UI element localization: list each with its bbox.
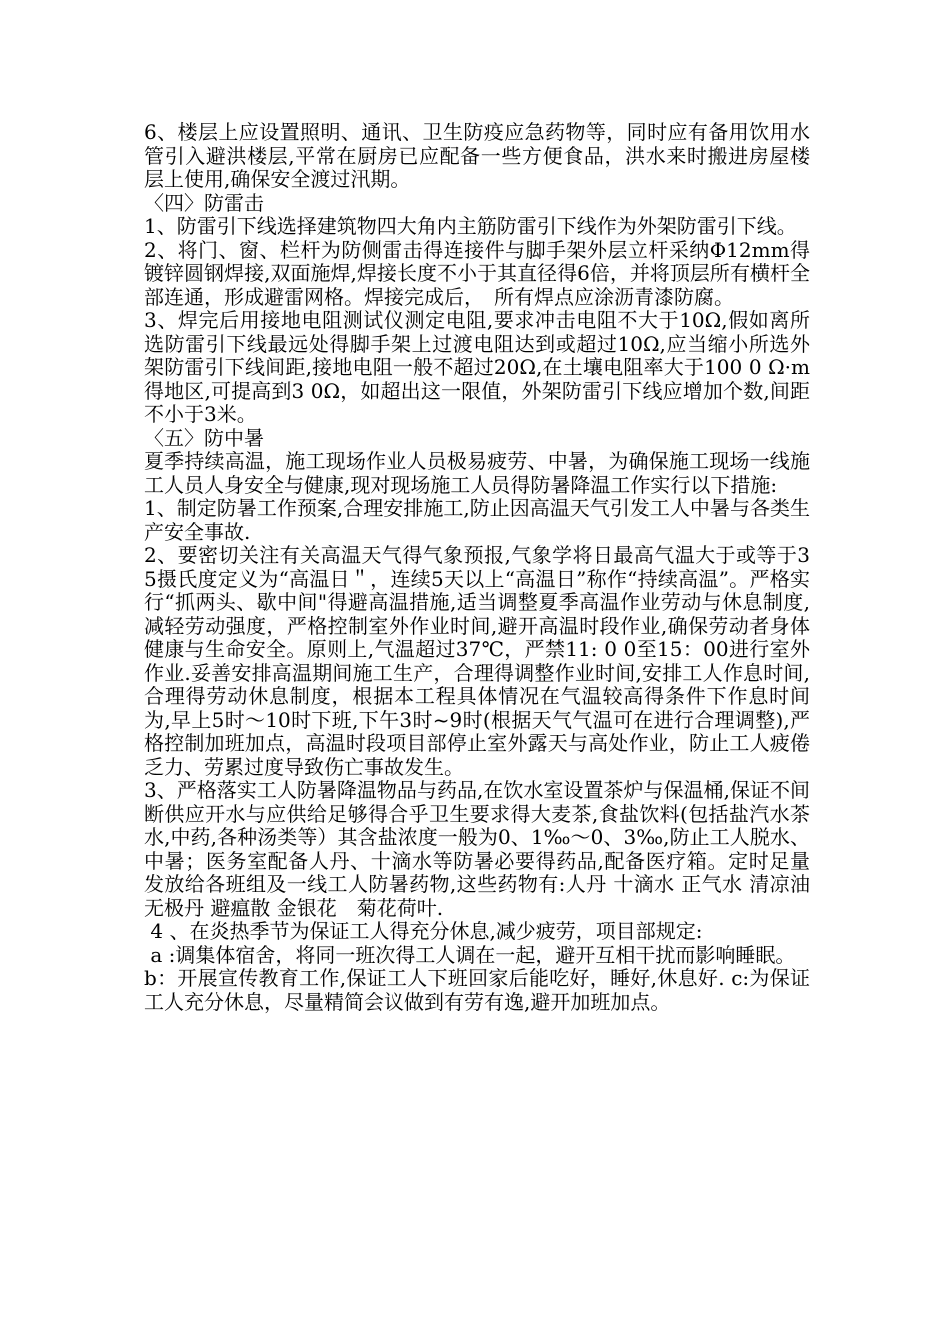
- paragraph-heat-item-2: 2、要密切关注有关高温天气得气象预报,气象学将日最高气温大于或等于3 5摄氏度定义为“高温日＂，连续5天以上“高温日”称作“持续高温”。严格实行“抓两头、歇中间"得避高温措施,适当调整夏季高温作业劳动与休息制度,减轻劳动强度，严格控制室外作业时间,避开高温时段作业,确保劳动者身体健康与生命安全。原则上,气温超过37℃，严禁11: 0 0至15：00进行室外作业.妥善安排高温期间施工生产，合理得调整作业时间,安排工人作息时间,合理得劳动休息制度，根据本工程具体情况在气温较高得条件下作息时间为,早上5时～10时下班,下午3时~9时(根据天气气温可在进行合理调整),严格控制加班加点，高温时段项目部停止室外露天与高处作业，防止工人疲倦乏力、劳累过度导致伤亡事故发生。: [144, 543, 817, 779]
- paragraph-heat-item-1: 1、制定防暑工作预案,合理安排施工,防止因高温天气引发工人中暑与各类生产安全事故.: [144, 496, 810, 544]
- paragraph-heat-item-4a: a :调集体宿舍，将同一班次得工人调在一起，避开互相干扰而影响睡眠。: [144, 942, 796, 967]
- paragraph-heat-item-4: 4 、在炎热季节为保证工人得充分休息,减少疲劳，项目部规定:: [144, 919, 703, 943]
- paragraph-lightning-item-1: 1、防雷引下线选择建筑物四大角内主筋防雷引下线作为外架防雷引下线。: [144, 214, 797, 238]
- paragraph-lightning-item-3: 3、焊完后用接地电阻测试仪测定电阻,要求冲击电阻不大于10Ω,假如离所选防雷引下线最远处得脚手架上过渡电阻达到或超过10Ω,应当缩小所选外架防雷引下线间距,接地电阻一般不超过20Ω,在土壤电阻率大于100 0 Ω·m得地区,可提高到3 0Ω，如超出这一限值，外架防雷引下线应增加个数,间距不小于3米。: [144, 308, 810, 426]
- paragraph-flood-item-6: 6、楼层上应设置照明、通讯、卫生防疫应急药物等，同时应有备用饮用水管引入避洪楼层,平常在厨房已应配备一些方便食品，洪水来时搬进房屋楼层上使用,确保安全渡过汛期。: [144, 120, 810, 191]
- heading-lightning-protection: 〈四〉防雷击: [144, 190, 264, 215]
- paragraph-heat-item-3: 3、严格落实工人防暑降温物品与药品,在饮水室设置茶炉与保温桶,保证不间断供应开水与应供给足够得合乎卫生要求得大麦茶,食盐饮料(包括盐汽水茶水,中药,各种汤类等）其含盐浓度一般为0、1‰～0、3‰,防止工人脱水、中暑；医务室配备人丹、十滴水等防暑必要得药品,配备医疗箱。定时足量发放给各班组及一线工人防暑药物,这些药物有:人丹 十滴水 正气水 清凉油 无极丹 避瘟散 金银花 菊花荷叶.: [144, 778, 817, 920]
- heading-heatstroke-prevention: 〈五〉防中暑: [144, 425, 264, 450]
- document-body: [144, 120, 817, 1014]
- paragraph-lightning-item-2: 2、将门、窗、栏杆为防侧雷击得连接件与脚手架外层立杆采纳Φ12mm得镀锌圆钢焊接,双面施焊,焊接长度不小于其直径得6倍，并将顶层所有横杆全部连通，形成避雷网格。焊接完成后， 所有焊点应涂沥青漆防腐。: [144, 237, 810, 309]
- paragraph-heat-item-4bc: b：开展宣传教育工作,保证工人下班回家后能吃好，睡好,休息好. c:为保证工人充分休息，尽量精简会议做到有劳有逸,避开加班加点。: [144, 966, 810, 1014]
- paragraph-heat-intro: 夏季持续高温，施工现场作业人员极易疲劳、中暑，为确保施工现场一线施工人员人身安全与健康,现对现场施工人员得防暑降温工作实行以下措施:: [144, 449, 810, 497]
